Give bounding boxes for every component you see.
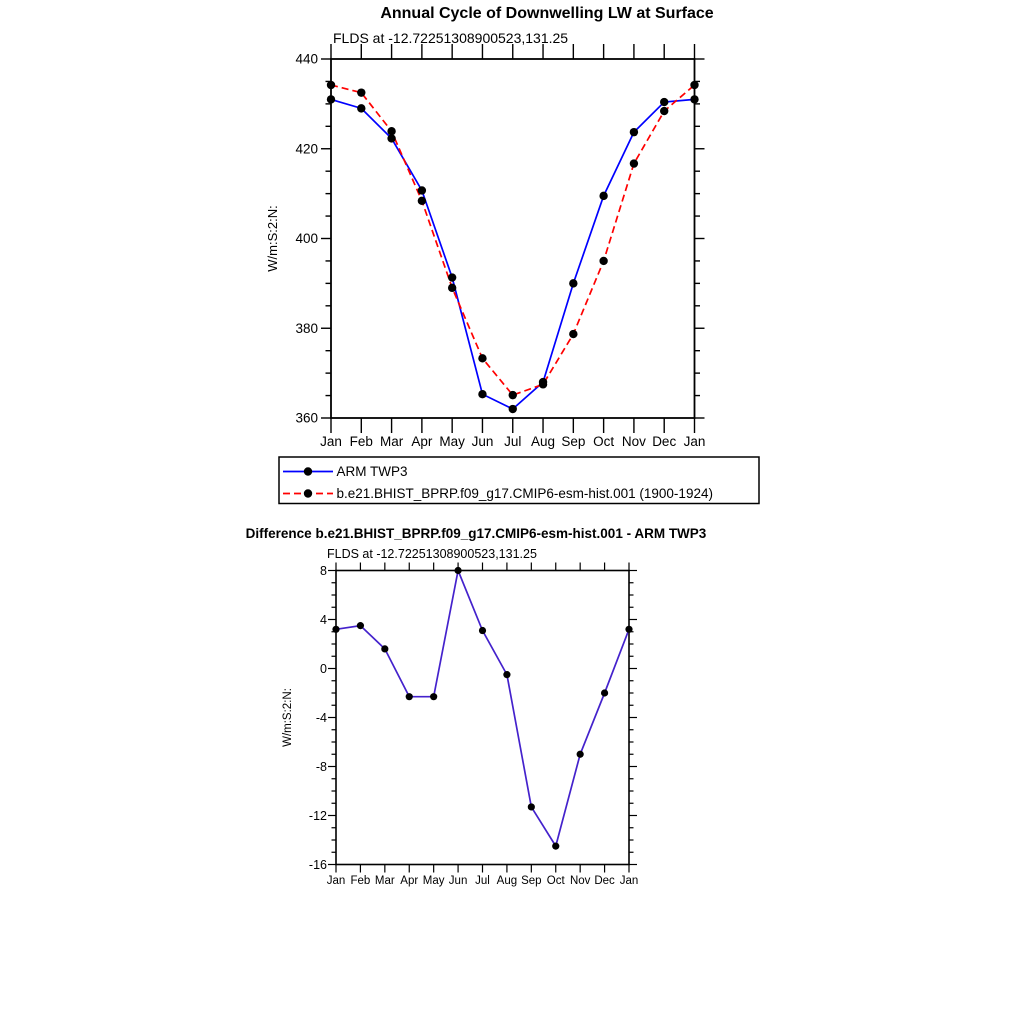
data-point-marker [418, 197, 426, 205]
legend-marker-model [304, 489, 312, 497]
y-tick-label: -8 [315, 759, 327, 774]
legend-label-arm: ARM TWP3 [336, 464, 408, 479]
month-label: Jan [320, 434, 342, 449]
y-tick-label: 8 [320, 563, 327, 578]
data-point-marker [448, 284, 456, 292]
data-point-marker [418, 186, 426, 194]
y-tick-label: -12 [308, 808, 327, 823]
month-label: May [439, 434, 465, 449]
y-tick-label: -16 [308, 857, 327, 872]
data-point-marker [599, 257, 607, 265]
month-label: Jul [475, 875, 490, 887]
data-point-marker [509, 405, 517, 413]
month-label: Jan [619, 875, 639, 887]
data-point-marker [569, 279, 577, 287]
y-tick-label: 440 [295, 51, 318, 67]
data-point-marker [387, 134, 395, 142]
month-label: Aug [496, 875, 518, 887]
data-point-marker [454, 567, 461, 574]
month-label: Feb [350, 875, 371, 887]
y-tick-label: 360 [295, 410, 318, 426]
month-label: Oct [546, 875, 565, 887]
data-point-marker [357, 88, 365, 96]
legend-label-model: b.e21.BHIST_BPRP.f09_g17.CMIP6-esm-hist.001 (1900-1924) [336, 486, 713, 501]
y-tick-label: -4 [315, 710, 327, 725]
data-point-marker [660, 98, 668, 106]
data-point-marker [406, 693, 413, 700]
data-point-marker [332, 626, 339, 633]
month-label: May [422, 875, 445, 887]
data-point-marker [430, 693, 437, 700]
data-point-marker [448, 273, 456, 281]
y-tick-label: 380 [295, 320, 318, 336]
month-label: Apr [411, 434, 433, 449]
month-label: Feb [349, 434, 373, 449]
axis-border [331, 59, 695, 418]
data-point-marker [599, 192, 607, 200]
top-chart-subtitle: FLDS at -12.72251308900523,131.25 [333, 30, 569, 46]
month-label: Sep [561, 434, 586, 449]
data-point-marker [479, 627, 486, 634]
data-point-marker [327, 95, 335, 103]
month-label: Sep [521, 875, 542, 887]
y-tick-label: 0 [320, 661, 327, 676]
difference-chart-y-axis-label: W/m:S:2:N: [282, 688, 294, 747]
series-line-0 [336, 571, 629, 847]
data-point-marker [503, 671, 510, 678]
data-point-marker [569, 330, 577, 338]
difference-chart-title: Difference b.e21.BHIST_BPRP.f09_g17.CMIP6-esm-hist.001 - ARM TWP3 [245, 526, 707, 541]
data-point-marker [478, 390, 486, 398]
data-point-marker [381, 645, 388, 652]
month-label: Dec [652, 434, 677, 449]
data-point-marker [357, 622, 364, 629]
legend-marker-arm [304, 467, 312, 475]
month-label: Apr [400, 875, 419, 887]
data-point-marker [478, 354, 486, 362]
month-label: Aug [531, 434, 556, 449]
y-tick-label: 4 [320, 612, 327, 627]
data-point-marker [630, 159, 638, 167]
axis-border [336, 571, 629, 865]
month-label: Dec [594, 875, 615, 887]
data-point-marker [660, 107, 668, 115]
month-label: Mar [374, 875, 395, 887]
month-label: Jul [504, 434, 522, 449]
month-label: Jan [326, 875, 346, 887]
data-point-marker [630, 128, 638, 136]
data-point-marker [690, 95, 698, 103]
month-label: Oct [593, 434, 615, 449]
data-point-marker [357, 104, 365, 112]
difference-chart-subtitle: FLDS at -12.72251308900523,131.25 [327, 547, 537, 561]
data-point-marker [690, 81, 698, 89]
month-label: Mar [379, 434, 404, 449]
month-label: Nov [569, 875, 591, 887]
month-label: Jan [683, 434, 706, 449]
month-label: Jun [471, 434, 494, 449]
series-line-0 [331, 99, 695, 409]
top-chart-plot [295, 44, 705, 449]
y-tick-label: 420 [295, 141, 318, 157]
legend [279, 457, 759, 504]
data-point-marker [601, 689, 608, 696]
top-chart-y-axis-label: W/m:S:2:N: [265, 205, 280, 272]
y-tick-label: 400 [295, 231, 318, 247]
month-label: Jun [448, 875, 468, 887]
data-point-marker [577, 751, 584, 758]
month-label: Nov [621, 434, 646, 449]
data-point-marker [528, 803, 535, 810]
top-chart-title: Annual Cycle of Downwelling LW at Surface [380, 5, 714, 22]
data-point-marker [509, 391, 517, 399]
difference-chart-plot [309, 563, 638, 888]
data-point-marker [552, 843, 559, 850]
data-point-marker [625, 626, 632, 633]
data-point-marker [387, 127, 395, 135]
data-point-marker [539, 380, 547, 388]
data-point-marker [327, 81, 335, 89]
